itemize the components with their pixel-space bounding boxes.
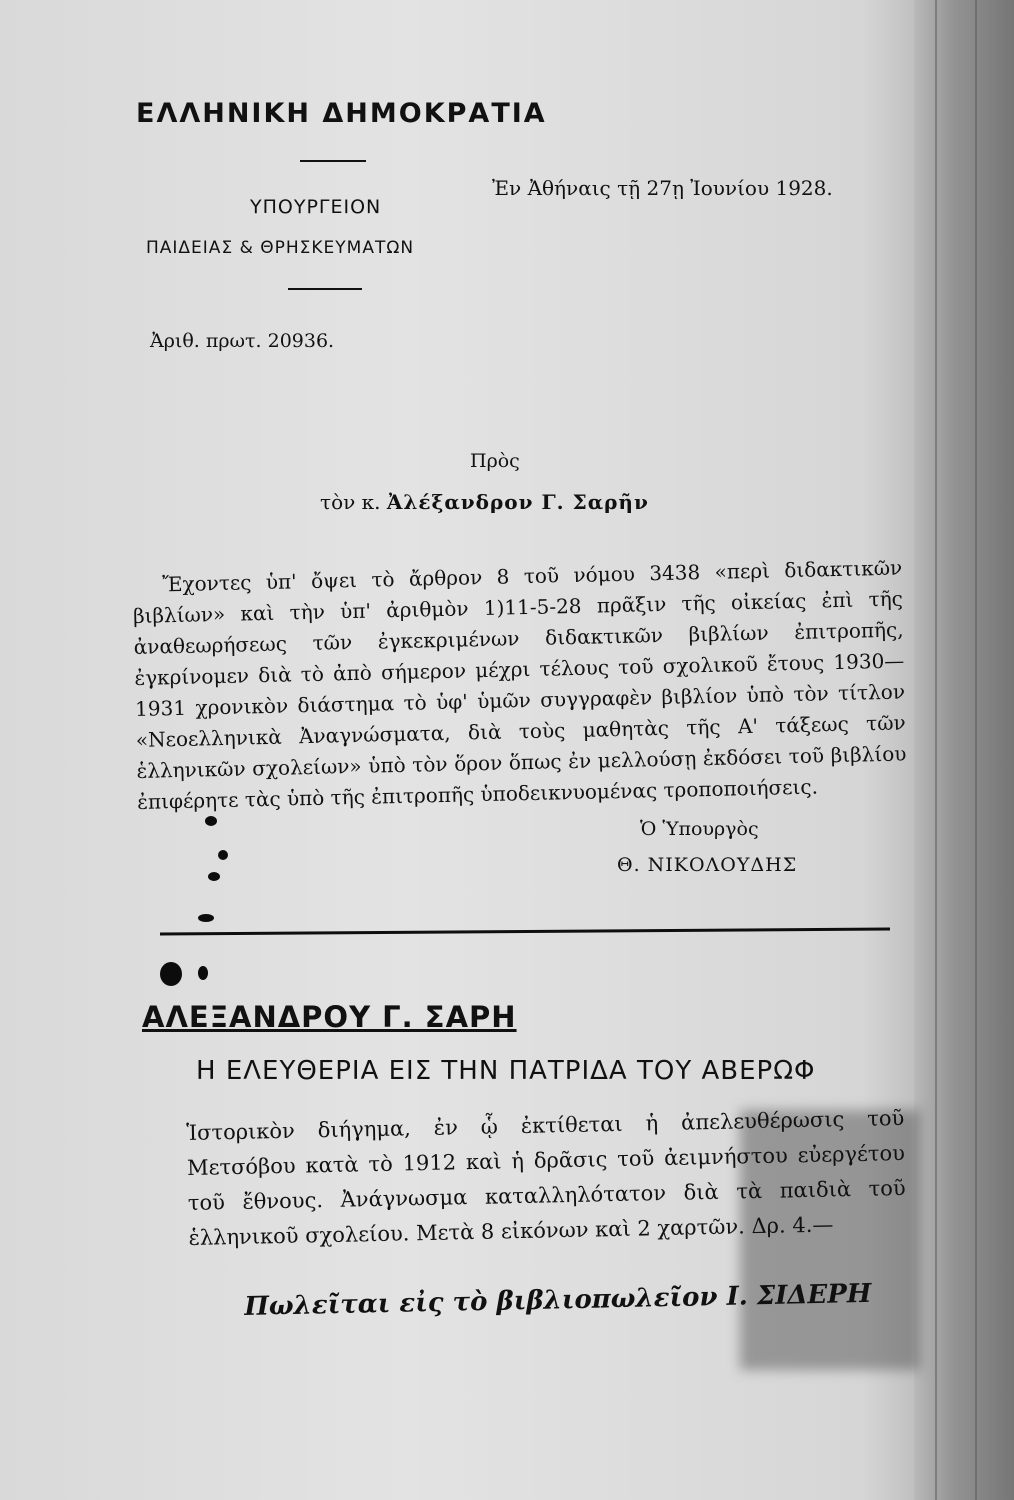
ministry-name-line1: ΥΠΟΥΡΓΕΙΟΝ — [250, 196, 382, 218]
ministry-name-line2: ΠΑΙΔΕΙΑΣ & ΘΡΗΣΚΕΥΜΑΤΩΝ — [146, 238, 415, 258]
addressee — [320, 490, 649, 514]
dateline: Ἐν Ἀθήναις τῇ 27ῃ Ἰουνίου 1928. — [492, 176, 833, 200]
book-spine-edge — [914, 0, 1014, 1500]
spine-crease — [975, 0, 977, 1500]
letterhead-title: ΕΛΛΗΝΙΚΗ ΔΗΜΟΚΡΑΤΙΑ — [136, 98, 547, 129]
advert-book-title: Η ΕΛΕΥΘΕΡΙΑ ΕΙΣ ΤΗΝ ΠΑΤΡΙΔΑ ΤΟΥ ΑΒΕΡΩΦ — [196, 1056, 816, 1086]
advert-author: ΑΛΕΞΑΝΔΡΟΥ Γ. ΣΑΡΗ — [142, 1000, 517, 1034]
address-to-label: Πρὸς — [470, 450, 520, 472]
divider — [300, 160, 366, 162]
letter-body — [132, 553, 907, 818]
addressee-prefix: τὸν κ. — [320, 490, 381, 514]
addressee-name: Ἀλέξανδρον Γ. Σαρῆν — [386, 490, 649, 514]
section-divider — [160, 927, 890, 935]
ink-blot — [198, 966, 208, 980]
advert-sale-line: Πωλεῖται εἰς τὸ βιβλιοπωλεῖον Ι. ΣΙΔΕΡΗ — [244, 1278, 872, 1322]
protocol-number: Ἀριθ. πρωτ. 20936. — [150, 330, 335, 352]
divider — [288, 288, 362, 290]
ink-blot — [198, 914, 214, 922]
ink-blot — [218, 850, 228, 860]
ink-blot — [208, 872, 220, 881]
advert-description-text: Ἱστορικὸν διήγημα, ἐν ᾧ ἐκτίθεται ἡ ἀπελευθέρωσις τοῦ Μετσόβου κατὰ τὸ 1912 καὶ ἡ δρᾶσις τοῦ ἀειμνήστου εὐεργέτου τοῦ ἔθνους. Ἀνάγνωσμα καταλληλότατον διὰ τὰ παιδιὰ τοῦ ἑλληνικοῦ σχολείου. Μετὰ 8 εἰκόνων καὶ 2 χαρτῶν. Δρ. 4.— — [186, 1105, 906, 1250]
signatory-role: Ὁ Ὑπουργὸς — [640, 818, 759, 840]
signatory-name: Θ. ΝΙΚΟΛΟΥΔΗΣ — [617, 854, 798, 876]
ink-blot — [160, 962, 182, 986]
spine-crease — [935, 0, 937, 1500]
letter-paragraph: Ἔχοντες ὑπ' ὄψει τὸ ἄρθρον 8 τοῦ νόμου 3438 «περὶ διδακτικῶν βιβλίων» καὶ τὴν ὑπ' ἀριθμὸν 1)11-5-28 πρᾶξιν τῆς οἰκείας ἐπὶ τῆς ἀναθεωρήσεως τῶν ἐγκεκριμένων διδακτικῶν βιβλίων ἐπιτροπῆς, ἐγκρίνομεν διὰ τὸ ἀπὸ σήμερον μέχρι τέλους τοῦ σχολικοῦ ἔτους 1930—1931 χρονικὸν διάστημα τὸ ὑφ' ὑμῶν συγγραφὲν βιβλίον ὑπὸ τὸν τίτλον «Νεοελληνικὰ Ἀναγνώσματα, διὰ τοὺς μαθητὰς τῆς Α' τάξεως τῶν ἑλληνικῶν σχολείων» ὑπὸ τὸν ὅρον ὅπως ἐν μελλούσῃ ἐκδόσει τοῦ βιβλίου ἐπιφέρητε τὰς ὑπὸ τῆς ἐπιτροπῆς ὑποδεικνυομένας τροποποιήσεις. — [132, 555, 907, 814]
ink-blot — [205, 816, 217, 826]
advert-description — [186, 1101, 907, 1256]
